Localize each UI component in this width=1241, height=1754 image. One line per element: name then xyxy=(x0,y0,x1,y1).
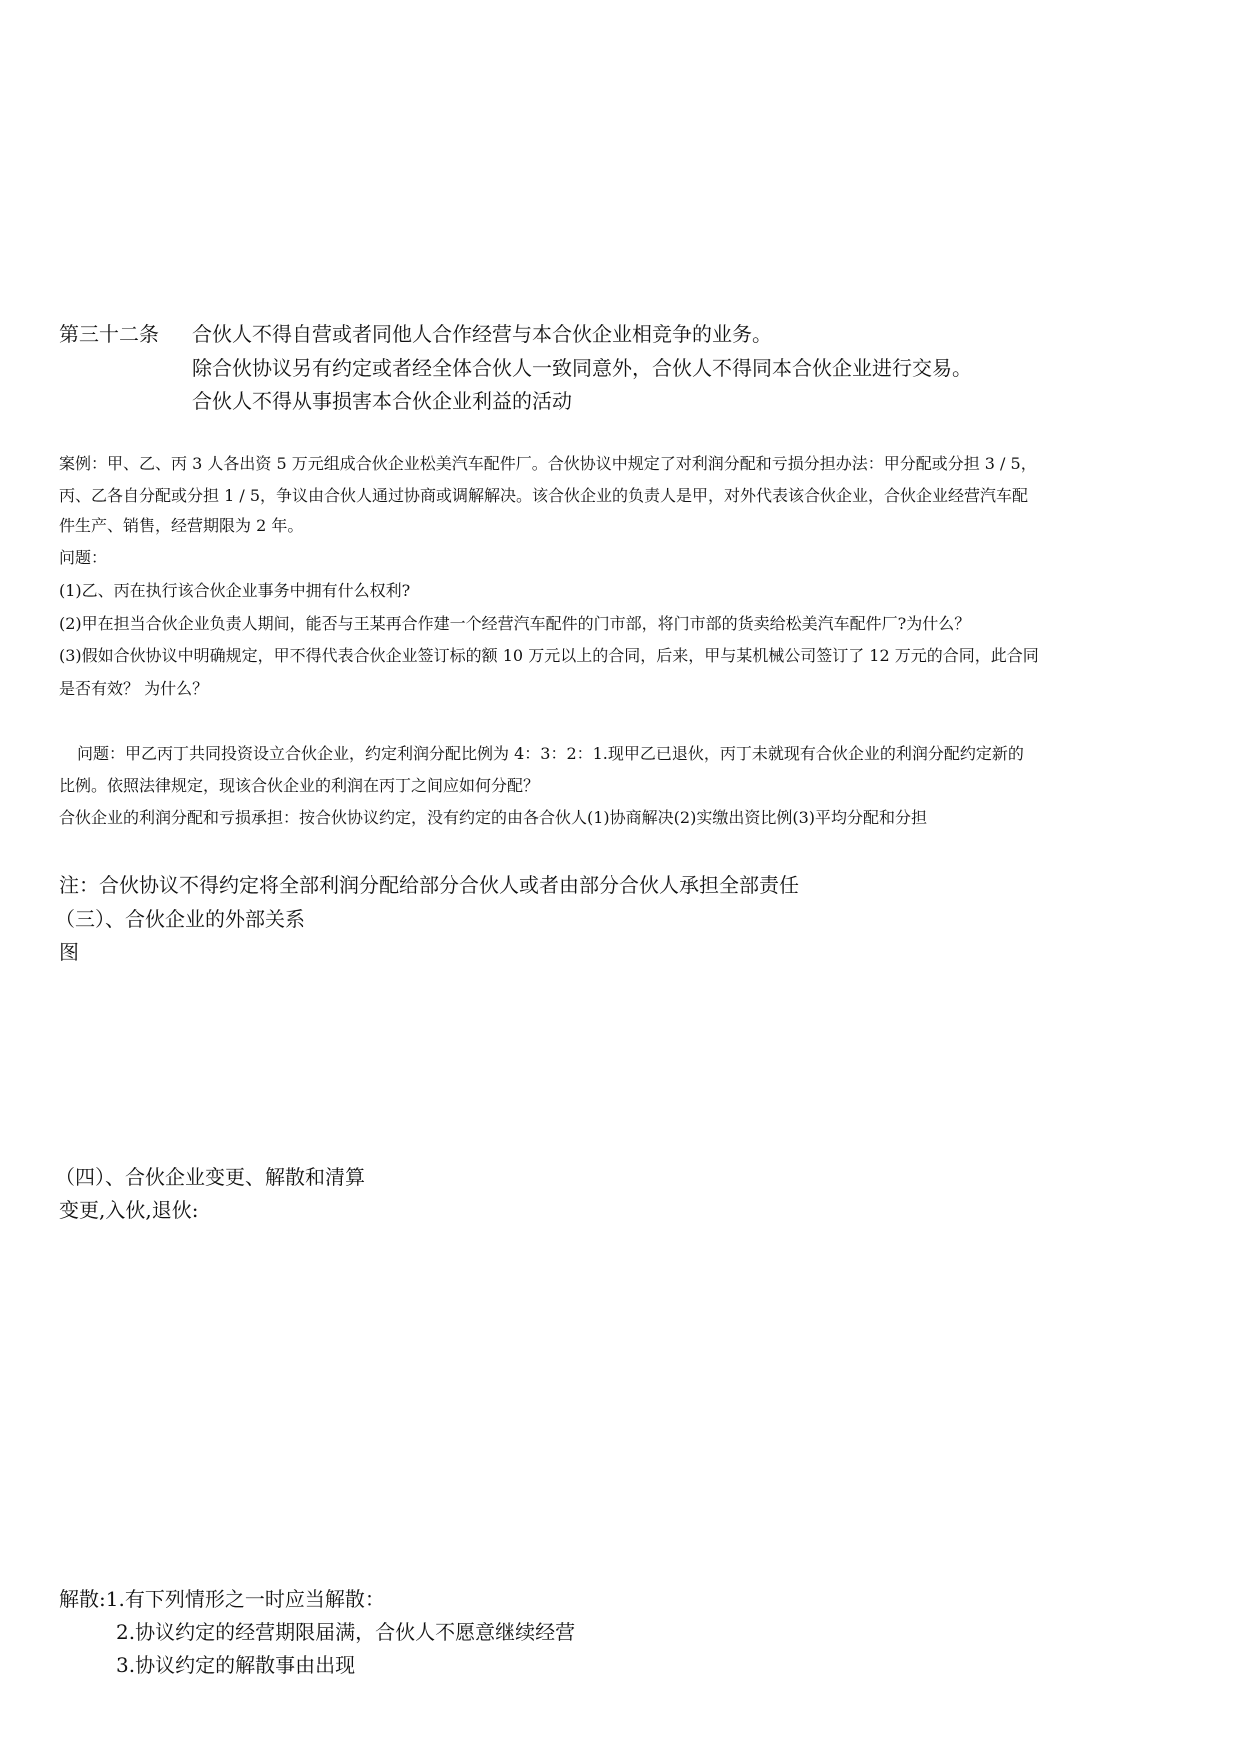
case-question-3: (3)假如合伙协议中明确规定，甲不得代表合伙企业签订标的额 10 万元以上的合同，后来，甲与某机械公司签订了 12 万元的合同，此合同 xyxy=(59,646,1039,665)
question2-line-1: 问题：甲乙丙丁共同投资设立合伙企业，约定利润分配比例为 4：3：2：1.现甲乙已退伙，丙丁未就现有合伙企业的利润分配约定新的 xyxy=(77,744,1024,763)
section-4-heading: （四）、合伙企业变更、解散和清算 xyxy=(55,1165,365,1189)
case-question-3-cont: 是否有效？ 为什么？ xyxy=(59,679,209,698)
section-3-heading: （三）、合伙企业的外部关系 xyxy=(55,907,305,931)
article-32-block xyxy=(59,320,1179,350)
figure-label: 图 xyxy=(59,940,79,964)
article-label: 第三十二条 xyxy=(59,322,159,346)
case-line-2: 丙、乙各自分配或分担 1 / 5，争议由合伙人通过协商或调解解决。该合伙企业的负责人是甲，对外代表该合伙企业，合伙企业经营汽车配 xyxy=(59,486,1029,505)
article-line-3: 合伙人不得从事损害本合伙企业利益的活动 xyxy=(192,389,572,413)
dissolution-item-3: 3.协议约定的解散事由出现 xyxy=(116,1653,356,1677)
article-line-2: 除合伙协议另有约定或者经全体合伙人一致同意外，合伙人不得同本合伙企业进行交易。 xyxy=(192,356,972,380)
case-line-3: 件生产、销售，经营期限为 2 年。 xyxy=(59,516,304,535)
article-line-1: 合伙人不得自营或者同他人合作经营与本合伙企业相竞争的业务。 xyxy=(192,322,772,346)
case-question-2: (2)甲在担当合伙企业负责人期间，能否与王某再合作建一个经营汽车配件的门市部，将门市部的货卖给松美汽车配件厂?为什么？ xyxy=(59,614,971,633)
change-line: 变更,入伙,退伙: xyxy=(59,1198,199,1222)
question-heading: 问题： xyxy=(59,548,108,567)
case-line-1: 案例：甲、乙、丙 3 人各出资 5 万元组成合伙企业松美汽车配件厂。合伙协议中规定了对利润分配和亏损分担办法：甲分配或分担 3 / 5， xyxy=(59,454,1037,473)
profit-rule-line: 合伙企业的利润分配和亏损承担：按合伙协议约定，没有约定的由各合伙人(1)协商解决(2)实缴出资比例(3)平均分配和分担 xyxy=(59,808,927,827)
dissolution-intro: 解散:1.有下列情形之一时应当解散： xyxy=(59,1587,385,1611)
question2-line-2: 比例。依照法律规定，现该合伙企业的利润在丙丁之间应如何分配？ xyxy=(59,776,540,795)
note-line: 注：合伙协议不得约定将全部利润分配给部分合伙人或者由部分合伙人承担全部责任 xyxy=(59,873,799,897)
dissolution-item-2: 2.协议约定的经营期限届满，合伙人不愿意继续经营 xyxy=(116,1620,576,1644)
case-question-1: (1)乙、丙在执行该合伙企业事务中拥有什么权利? xyxy=(59,581,411,600)
